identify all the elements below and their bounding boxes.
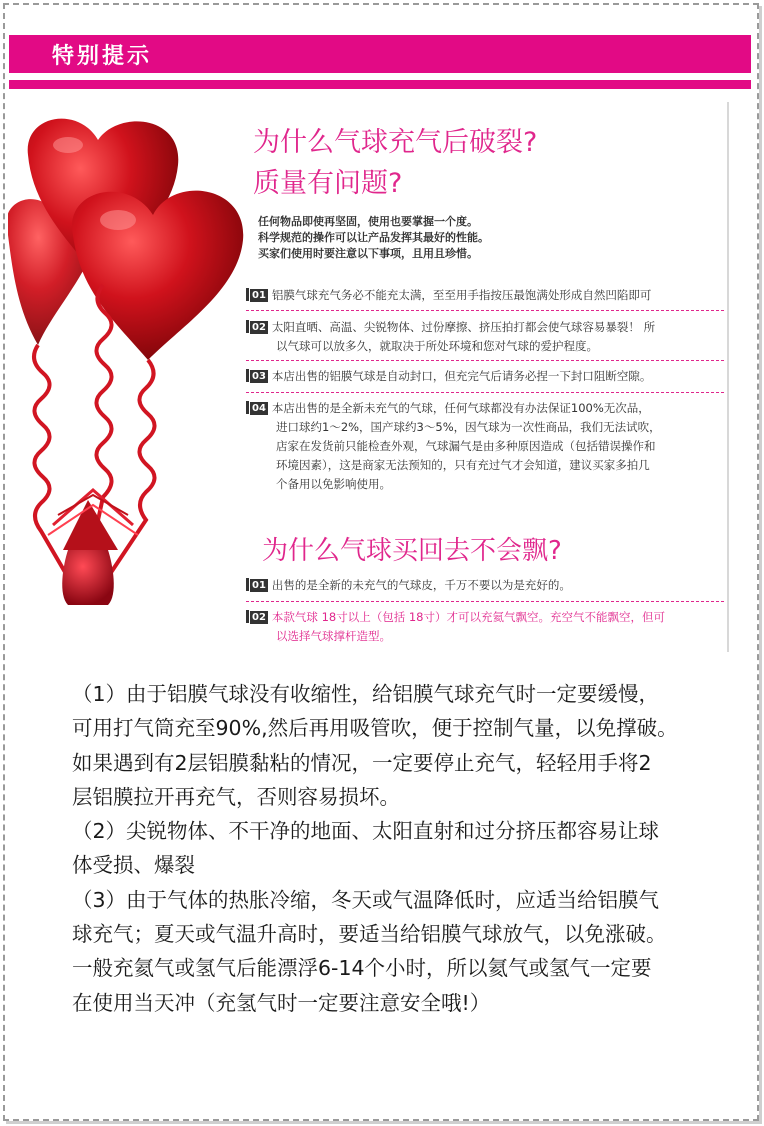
item-text: 店家在发货前只能检查外观，气球漏气是由多种原因造成（包括错误操作和 <box>276 439 656 453</box>
heart-balloons-image <box>8 95 258 625</box>
note-line: （1）由于铝膜气球没有收缩性，给铝膜气球充气时一定要缓慢， <box>72 682 660 706</box>
item-text: 本款气球 18寸以上（包括 18寸）才可以充氦气飘空。充空气不能飘空，但可 <box>271 610 665 624</box>
section1-item-04 <box>246 399 724 494</box>
divider <box>246 601 724 602</box>
note-line: 可用打气筒充至90%,然后再用吸管吹，便于控制气量，以免撑破。 <box>72 716 678 741</box>
item-number: 01 <box>252 290 266 301</box>
item-number: 02 <box>252 322 266 333</box>
item-number: 02 <box>252 612 266 623</box>
section1-title-line2: 质量有问题? <box>253 168 403 199</box>
note-line: （2）尖锐物体、不干净的地面、太阳直射和过分挤压都容易让球 <box>72 819 660 844</box>
note-line: 在使用当天冲（充氢气时一定要注意安全哦!） <box>72 990 491 1015</box>
item-number: 04 <box>252 403 266 414</box>
item-text: 进口球约1～2%，国产球约3～5%，因气球为一次性商品，我们无法试吹， <box>276 420 661 434</box>
divider <box>246 360 724 361</box>
item-text: 铝膜气球充气务必不能充太满，至至用手指按压最饱满处形成自然凹陷即可 <box>271 288 652 302</box>
divider <box>246 310 724 311</box>
section2-title: 为什么气球买回去不会飘? <box>262 536 562 566</box>
section1-title-line1: 为什么气球充气后破裂? <box>253 127 538 158</box>
item-marker <box>246 369 249 382</box>
section2-item-02 <box>246 608 724 646</box>
item-text: 以选择气球撑杆造型。 <box>276 629 391 643</box>
divider <box>246 392 724 393</box>
item-marker <box>246 320 249 333</box>
intro-line: 任何物品即使再坚固，使用也要掌握一个度。 <box>258 215 478 228</box>
item-text: 太阳直晒、高温、尖锐物体、过份摩擦、挤压拍打都会使气球容易暴裂！ 所 <box>271 320 656 334</box>
item-number: 03 <box>252 371 266 382</box>
item-text: 个备用以免影响使用。 <box>276 477 391 491</box>
note-line: 如果遇到有2层铝膜黏粘的情况，一定要停止充气，轻轻用手将2 <box>72 750 652 775</box>
note-line: 球充气；夏天或气温升高时，要适当给铝膜气球放气，以免涨破。 <box>72 922 667 947</box>
item-marker <box>246 578 249 591</box>
note-line: 层铝膜拉开再充气，否则容易损坏。 <box>72 784 400 809</box>
item-text: 环境因素），这是商家无法预知的，只有充过气才会知道，建议买家多拍几 <box>276 458 650 472</box>
intro-line: 科学规范的操作可以让产品发挥其最好的性能。 <box>258 231 489 244</box>
note-line: （3）由于气体的热胀冷缩，冬天或气温降低时，应适当给铝膜气 <box>72 887 660 912</box>
item-marker <box>246 610 249 623</box>
section1-intro <box>258 214 489 262</box>
section1-item-01 <box>246 286 724 305</box>
section1-item-02 <box>246 318 724 356</box>
item-text: 本店出售的是全新未充气的气球，任何气球都没有办法保证100%无次品， <box>271 401 650 415</box>
header-underline <box>9 80 751 89</box>
header-title: 特别提示 <box>52 44 153 69</box>
section2-item-01 <box>246 576 724 595</box>
item-text: 出售的是全新的未充气的气球皮，千万不要以为是充好的。 <box>271 578 571 592</box>
intro-line: 买家们使用时要注意以下事项，且用且珍惜。 <box>258 247 478 260</box>
item-text: 以气球可以放多久，就取决于所处环境和您对气球的爱护程度。 <box>276 339 598 353</box>
item-number: 01 <box>252 580 266 591</box>
right-edge-line <box>727 102 729 652</box>
item-text: 本店出售的铝膜气球是自动封口，但充完气后请务必捏一下封口阻断空隙。 <box>271 369 652 383</box>
usage-notes <box>72 677 712 1020</box>
item-marker <box>246 288 249 301</box>
section1-item-03 <box>246 367 724 386</box>
note-line: 一般充氦气或氢气后能漂浮6-14个小时，所以氦气或氢气一定要 <box>72 956 652 981</box>
note-line: 体受损、爆裂 <box>72 853 195 878</box>
item-marker <box>246 401 249 414</box>
